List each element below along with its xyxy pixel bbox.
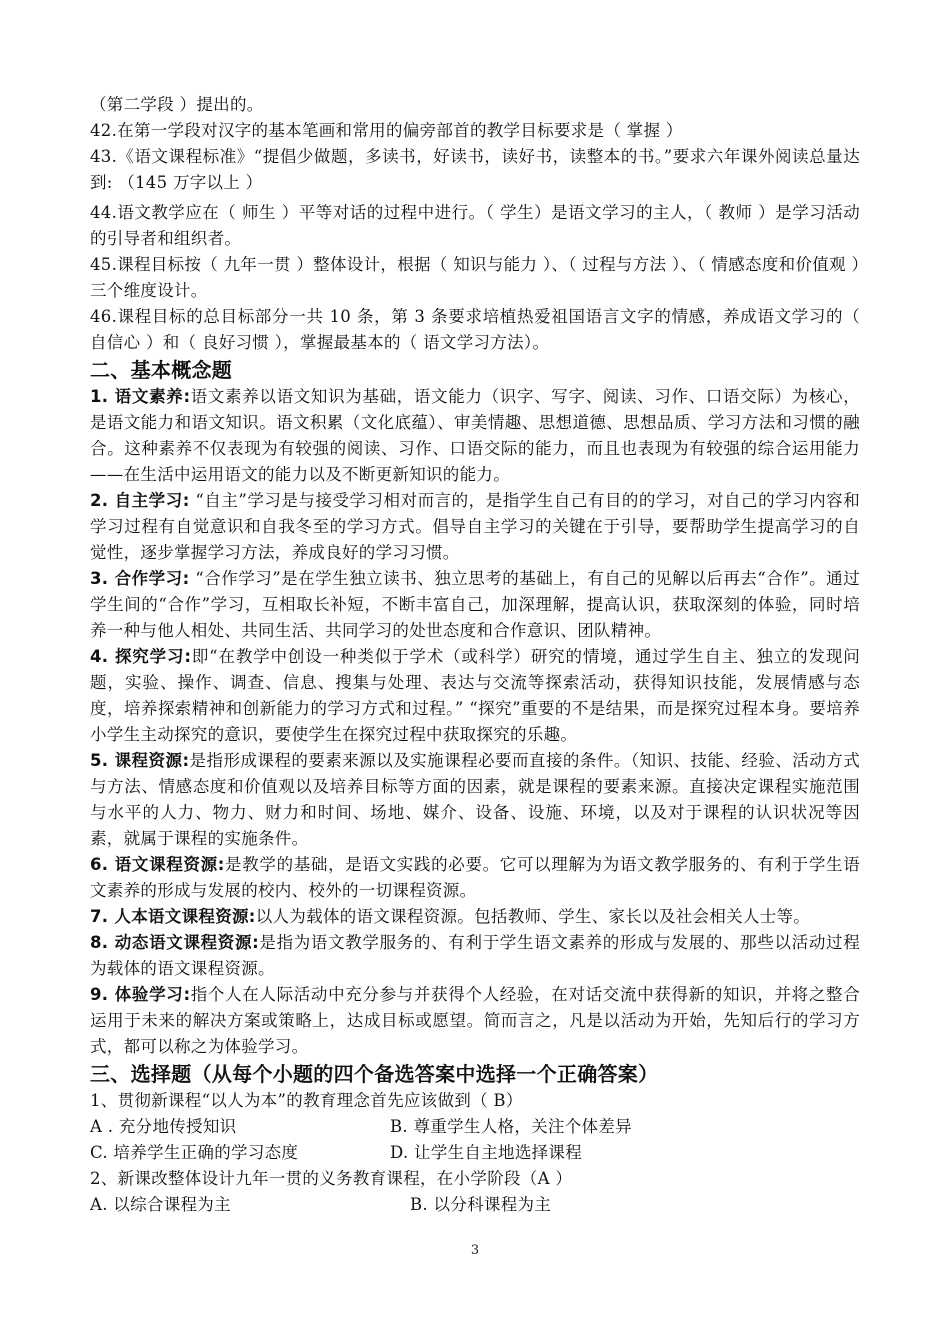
concept-8 (90, 930, 860, 982)
question-1-stem: 1、贯彻新课程“以人为本”的教育理念首先应该做到（ B） (90, 1091, 523, 1110)
concept-text: 是指为语文教学服务的、有利于学生语文素养的形成与发展的、那些以活动过程为载体的语文课程资源。 (90, 933, 860, 978)
item-42: 42.在第一学段对汉字的基本笔画和常用的偏旁部首的教学目标要求是（ 掌握 ） (90, 121, 683, 140)
concept-term: 7. 人本语文课程资源: (90, 907, 256, 926)
option-b: B. 以分科课程为主 (410, 1195, 552, 1214)
concept-6 (90, 852, 860, 904)
concept-term: 6. 语文课程资源: (90, 855, 225, 874)
concept-text: “自主”学习是与接受学习相对而言的，是指学生自己有目的的学习，对自己的学习内容和学习过程有自觉意识和自我冬至的学习方式。倡导自主学习的关键在于引导，要帮助学生提高学习的自觉性，逐步掌握学习方法，养成良好的学习习惯。 (90, 491, 860, 562)
document-body (90, 92, 860, 1218)
concept-text: 以人为载体的语文课程资源。包括教师、学生、家长以及社会相关人士等。 (255, 907, 811, 926)
question-2-stem: 2、新课改整体设计九年一贯的义务教育课程，在小学阶段（A ） (90, 1169, 573, 1188)
concept-3 (90, 566, 860, 644)
concept-term: 4. 探究学习: (90, 647, 192, 666)
question-1-options-row-2 (90, 1140, 860, 1166)
concept-5 (90, 748, 860, 852)
concept-term: 3. 合作学习: (90, 569, 190, 588)
item-45: 45.课程目标按（ 九年一贯 ）整体设计，根据（ 知识与能力 ）、（ 过程与方法 ）、（ 情感态度和价值观 ）三个维度设计。 (90, 255, 860, 300)
concept-9 (90, 982, 860, 1060)
concept-text: 是教学的基础，是语文实践的必要。它可以理解为为语文教学服务的、有利于学生语文素养的形成与发展的校内、校外的一切课程资源。 (90, 855, 860, 900)
option-b: B. 尊重学生人格，关注个体差异 (390, 1117, 632, 1136)
page-number: 3 (470, 1243, 480, 1258)
section-2-title: 二、基本概念题 (90, 358, 233, 382)
option-a: A. 以综合课程为主 (90, 1195, 231, 1214)
concept-2 (90, 488, 860, 566)
item-46: 46.课程目标的总目标部分一共 10 条，第 3 条要求培植热爱祖国语言文字的情感，养成语文学习的（ 自信心 ）和（ 良好习惯 ），掌握最基本的（ 语文学习方法）。 (90, 307, 860, 352)
concept-4 (90, 644, 860, 748)
line-fragment: （第二学段 ）提出的。 (90, 95, 264, 114)
option-a: A . 充分地传授知识 (90, 1117, 237, 1136)
section-3-title: 三、选择题（从每个小题的四个备选答案中选择一个正确答案） (90, 1062, 659, 1086)
concept-text: 是指形成课程的要素来源以及实施课程必要而直接的条件。（知识、技能、经验、活动方式与方法、情感态度和价值观以及培养目标等方面的因素，就是课程的要素来源。直接决定课程实施范围与水平的人力、物力、财力和时间、场地、媒介、设备、设施、环境，以及对于课程的认识状况等因素，就属于课程的实施条件。 (90, 751, 860, 848)
concept-term: 1. 语文素养: (90, 387, 191, 406)
option-c: C. 培养学生正确的学习态度 (90, 1143, 299, 1162)
item-43: 43.《语文课程标准》“提倡少做题，多读书，好读书，读好书，读整本的书。”要求六年课外阅读总量达到: （145 万字以上 ） (90, 147, 860, 192)
concept-text: “合作学习”是在学生独立读书、独立思考的基础上，有自己的见解以后再去“合作”。通过学生间的“合作”学习，互相取长补短，不断丰富自己，加深理解，提高认识，获取深刻的体验，同时培养一种与他人相处、共同生活、共同学习的处世态度和合作意识、团队精神。 (90, 569, 860, 640)
item-44: 44.语文教学应在（ 师生 ）平等对话的过程中进行。（ 学生）是语文学习的主人，（ 教师 ）是学习活动的引导者和组织者。 (90, 203, 860, 248)
concept-text: 指个人在人际活动中充分参与并获得个人经验，在对话交流中获得新的知识，并将之整合运用于未来的解决方案或策略上，达成目标或愿望。简而言之，凡是以活动为开始，先知后行的学习方式，都可以称之为体验学习。 (90, 985, 860, 1056)
concept-term: 9. 体验学习: (90, 985, 191, 1004)
concept-text: 语文素养以语文知识为基础，语文能力（识字、写字、阅读、习作、口语交际）为核心，是语文能力和语文知识。语文积累（文化底蕴）、审美情趣、思想道德、思想品质、学习方法和习惯的融合。这种素养不仅表现为有较强的阅读、习作、口语交际的能力，而且也表现为有较强的综合运用能力——在生活中运用语文的能力以及不断更新知识的能力。 (90, 387, 860, 484)
option-d: D. 让学生自主地选择课程 (390, 1143, 583, 1162)
concept-term: 2. 自主学习: (90, 491, 190, 510)
concept-7 (90, 904, 860, 930)
concept-text: 即“在教学中创设一种类似于学术（或科学）研究的情境，通过学生自主、独立的发现问题，实验、操作、调查、信息、搜集与处理、表达与交流等探索活动，获得知识技能，发展情感与态度，培养探索精神和创新能力的学习方式和过程。” “探究”重要的不是结果，而是探究过程本身。要培养小学生主动探究的意识，要使学生在探究过程中获取探究的乐趣。 (90, 647, 860, 744)
concept-term: 5. 课程资源: (90, 751, 190, 770)
question-1-options-row-1 (90, 1114, 860, 1140)
question-2-options-row-1 (90, 1192, 860, 1218)
concept-1 (90, 384, 860, 488)
concept-term: 8. 动态语文课程资源: (90, 933, 260, 952)
